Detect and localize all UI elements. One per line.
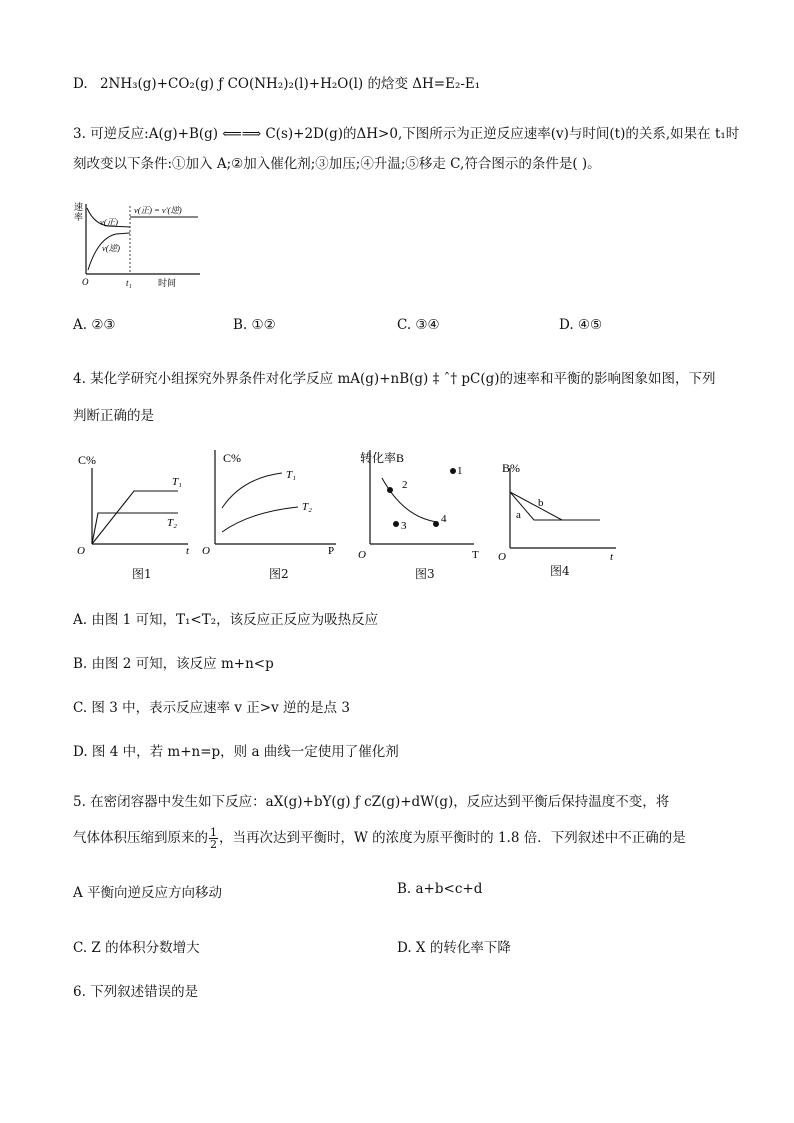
fig1-series-t1: T₁ (172, 476, 182, 488)
q4-option-d[interactable]: D. 图 4 中，若 m+n=p，则 a 曲线一定使用了催化剂 (73, 744, 399, 760)
fraction-numerator: 1 (210, 826, 217, 839)
fraction-denominator: 2 (210, 838, 217, 851)
fig1-series-t2: T₂ (167, 517, 177, 529)
q3-option-c[interactable]: C. ③④ (397, 317, 440, 333)
option-d-enthalpy (73, 72, 480, 92)
fig4-origin: O (498, 551, 506, 563)
equation-suffix: 的焓变 ΔH=E₂-E₁ (367, 76, 481, 92)
fig2-origin: O (202, 545, 210, 557)
option-label: D. (73, 76, 88, 92)
q4-figure-1 (72, 446, 198, 560)
fig3-y-label: 转化率B (360, 451, 405, 465)
q4-option-b[interactable]: B. 由图 2 可知，该反应 m+n<p (73, 656, 274, 672)
q6-text-line1: 6. 下列叙述错误的是 (73, 984, 199, 1000)
fig3-point-1 (450, 468, 456, 474)
y-axis-label: 率 (74, 212, 84, 222)
fig4-caption: 图4 (550, 564, 570, 578)
fig3-caption: 图3 (415, 567, 435, 581)
q5-line2-post: ，当再次达到平衡时，W 的浓度为原平衡时的 1.8 倍．下列叙述中不正确的是 (219, 830, 686, 846)
fig3-point-1-label: 1 (457, 465, 463, 477)
fraction-one-half (209, 827, 218, 850)
fig3-point-4-label: 4 (441, 513, 447, 525)
reverse-rate-label: v(逆) (102, 243, 120, 253)
fig1-origin: O (77, 545, 85, 557)
fig3-point-3-label: 3 (401, 520, 407, 532)
fig2-x-label: P (328, 545, 335, 557)
q3-option-b[interactable]: B. ①② (233, 317, 276, 333)
y-axis-label: 速 (74, 202, 84, 212)
q4-figure-4 (494, 456, 624, 564)
fig2-caption: 图2 (269, 567, 289, 581)
fig1-y-label: C% (78, 453, 96, 467)
q3-option-d[interactable]: D. ④⑤ (559, 317, 603, 333)
q5-option-b[interactable]: B. a+b<c+d (397, 881, 483, 897)
equation: 2NH₃(g)+CO₂(g) ƒ CO(NH₂)₂(l)+H₂O(l) (99, 76, 364, 92)
fig3-origin: O (358, 549, 366, 561)
fig2-series-t2: T₂ (302, 501, 312, 513)
q5-option-a[interactable]: A 平衡向逆反应方向移动 (73, 885, 223, 901)
q4-figure-2 (198, 440, 348, 560)
q5-option-d[interactable]: D. X 的转化率下降 (397, 940, 511, 956)
x-axis-label: 时间 (158, 278, 177, 288)
fig1-x-label: t (186, 545, 190, 557)
q4-text-line1: 4. 某化学研究小组探究外界条件对化学反应 mA(g)+nB(g) ‡ ˆ† pC(g)的速率和平衡的影响图象如图，下列 (73, 371, 716, 387)
q5-text-line2 (73, 826, 686, 850)
q4-text-line2: 判断正确的是 (73, 408, 154, 424)
equal-rate-label: v(正) = v′(逆) (134, 205, 182, 215)
fig3-point-2-label: 2 (402, 479, 408, 491)
q4-option-a[interactable]: A. 由图 1 可知，T₁<T₂，该反应正反应为吸热反应 (73, 612, 379, 628)
fig3-point-4 (433, 521, 439, 527)
fig3-point-2 (387, 487, 393, 493)
forward-rate-label: v(正) (100, 217, 118, 227)
q4-figure-3 (352, 442, 492, 564)
fig2-series-t1: T₁ (286, 469, 296, 481)
q3-text-line2: 刻改变以下条件:①加入 A;②加入催化剂;③加压;④升温;⑤移走 C,符合图示的条件是( )。 (73, 156, 601, 172)
q3-option-a[interactable]: A. ②③ (73, 317, 116, 333)
q5-option-c[interactable]: C. Z 的体积分数增大 (73, 940, 200, 956)
fig3-x-label: T (472, 549, 479, 561)
origin-label: O (82, 277, 89, 287)
t1-label: t₁ (126, 278, 132, 288)
fig4-x-label: t (610, 551, 614, 563)
fig3-point-3 (393, 521, 399, 527)
q3-rate-time-graph (72, 196, 212, 292)
q5-line2-pre: 气体体积压缩到原来的 (73, 830, 208, 846)
fig4-curve-b: b (538, 497, 544, 509)
q3-text-line1: 3. 可逆反应:A(g)+B(g) ⟸⟹ C(s)+2D(g)的ΔH>0,下图所示为正逆反应速率(v)与时间(t)的关系,如果在 t₁时 (73, 126, 740, 142)
q4-option-c[interactable]: C. 图 3 中，表示反应速率 v 正>v 逆的是点 3 (73, 700, 350, 716)
fig4-curve-a: a (516, 509, 521, 521)
fig1-caption: 图1 (132, 567, 152, 581)
fig4-y-label: B% (502, 461, 520, 475)
q5-text-line1: 5. 在密闭容器中发生如下反应：aX(g)+bY(g) ƒ cZ(g)+dW(g)，反应达到平衡后保持温度不变，将 (73, 794, 670, 810)
fig2-y-label: C% (223, 451, 241, 465)
